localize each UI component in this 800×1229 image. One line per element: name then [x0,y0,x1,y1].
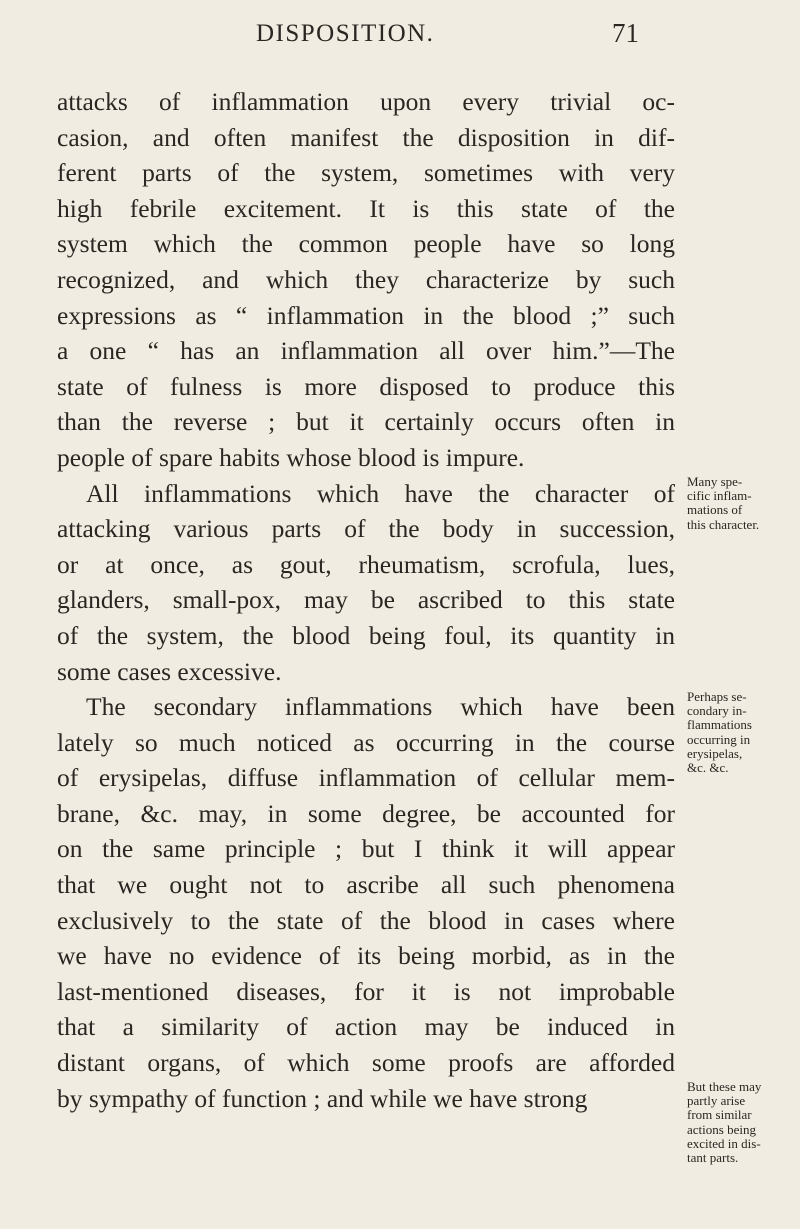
text-line: system which the common people have so long [57,229,675,259]
margin-note-line: Many spe- [687,474,743,489]
margin-note-line: flammations [687,717,752,733]
text-line: lately so much noticed as occurring in the course [57,727,675,757]
margin-note-line: from similar [687,1107,752,1123]
margin-note [687,690,799,775]
text-line: that we ought not to ascribe all such phenomena [57,870,675,900]
text-line: glanders, small-pox, may be ascribed to this state [57,585,675,615]
margin-note-line: Perhaps se- [687,689,747,704]
margin-note-line: But these may [687,1079,762,1094]
margin-note-line: actions being [687,1121,756,1137]
margin-note-line: erysipelas, [687,745,743,761]
text-line: brane, &c. may, in some degree, be accounted for [57,798,675,828]
text-line: ferent parts of the system, sometimes with very [57,158,675,188]
body-text [57,84,675,1116]
text-line: some cases excessive. [57,656,282,686]
margin-note-line: this character. [687,516,760,532]
margin-note-line: partly arise [687,1093,746,1109]
text-line: attacks of inflammation upon every trivial oc- [57,87,675,116]
margin-note [687,475,799,532]
margin-note-line: occurring in [687,731,751,747]
margin-note [687,1080,799,1165]
text-line: distant organs, of which some proofs are afforded [57,1048,675,1078]
text-line: or at once, as gout, rheumatism, scrofula, lues, [57,549,675,579]
text-line: last-mentioned diseases, for it is not improbable [57,976,675,1006]
text-line: people of spare habits whose blood is impure. [57,442,525,472]
text-line: expressions as “ inflammation in the blood ;” such [57,300,675,330]
text-line: The secondary inflammations which have been [86,692,675,722]
page-number: 71 [612,18,639,48]
margin-note-line: condary in- [687,703,747,719]
text-line: exclusively to the state of the blood in cases where [57,905,675,935]
text-line: of the system, the blood being foul, its quantity in [57,620,675,650]
text-line: high febrile excitement. It is this state of the [57,193,675,223]
text-line: attacking various parts of the body in succession, [57,514,675,544]
margin-note-line: &c. &c. [687,760,729,776]
margin-note-line: cific inflam- [687,488,752,504]
margin-note-line: excited in dis- [687,1135,761,1151]
text-line: than the reverse ; but it certainly occurs often in [57,407,675,437]
text-line: casion, and often manifest the disposition in dif- [57,122,675,152]
text-line: All inflammations which have the character of [86,478,675,508]
margin-note-line: mations of [687,502,743,518]
text-line: by sympathy of function ; and while we have strong [57,1083,588,1113]
text-line: on the same principle ; but I think it will appear [57,834,675,864]
page-header [0,16,800,56]
margin-note-line: tant parts. [687,1150,739,1166]
text-line: we have no evidence of its being morbid, as in the [57,941,675,971]
text-line: that a similarity of action may be induced in [57,1012,675,1042]
text-line: state of fulness is more disposed to produce this [57,371,675,401]
running-head: DISPOSITION. [256,20,435,47]
text-line: of erysipelas, diffuse inflammation of cellular mem- [57,763,675,793]
text-line: a one “ has an inflammation all over him.”—The [57,336,675,366]
text-line: recognized, and which they characterize by such [57,264,675,294]
